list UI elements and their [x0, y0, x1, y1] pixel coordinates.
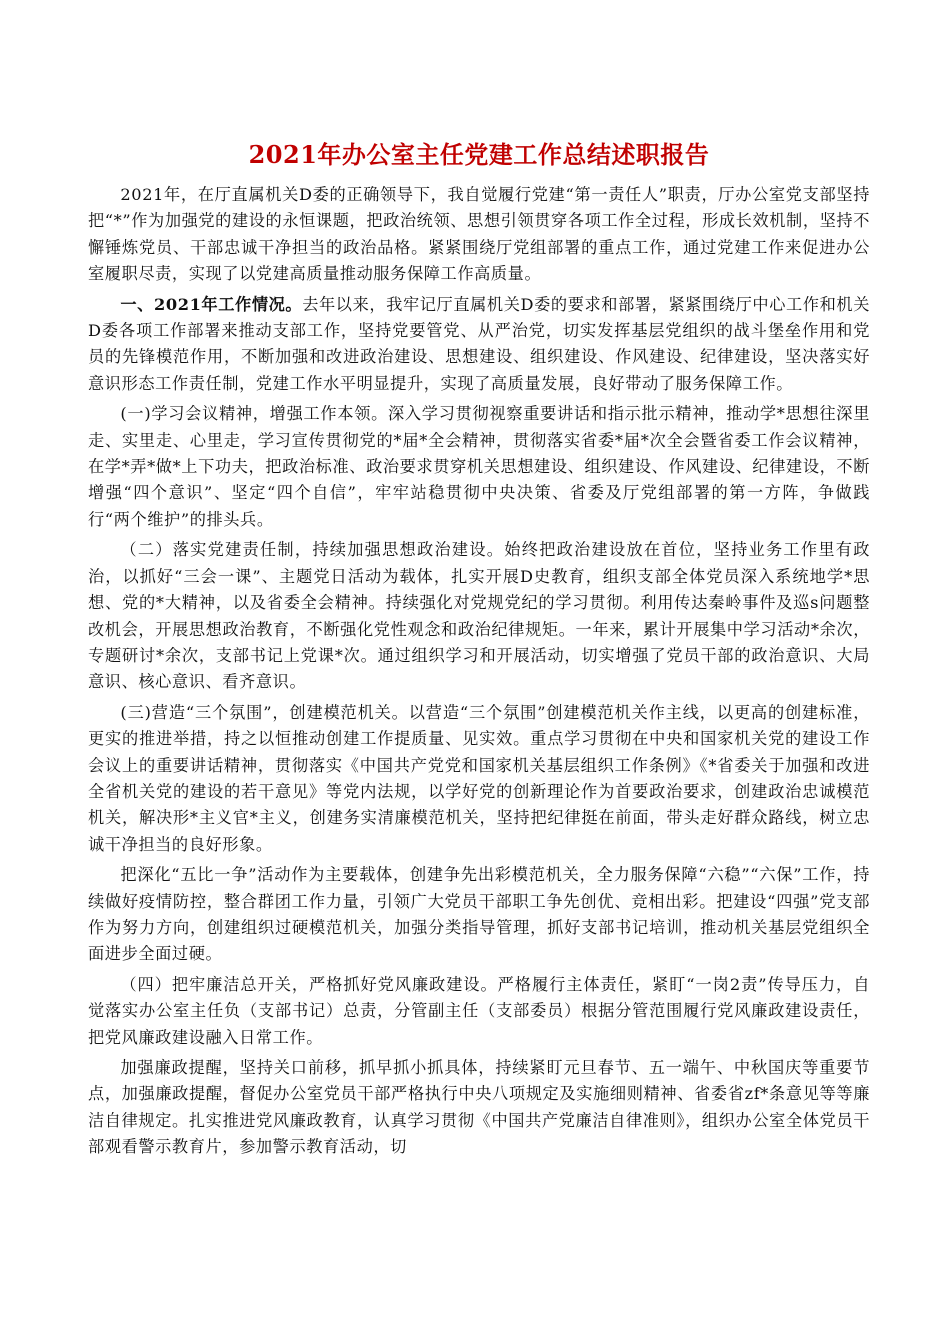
paragraph-item-two — [88, 537, 870, 695]
paragraph-text: 去年以来，我牢记厅直属机关D委的要求和部署，紧紧围绕厅中心工作和机关D委各项工作部署来推动支部工作，坚持党要管党、从严治党，切实发挥基层党组织的战斗堡垒作用和党员的先锋模范作用，不断加强和改进政治建设、思想建设、组织建设、作风建设、纪律建设，坚决落实好意识形态工作责任制，党建工作水平明显提升，实现了高质量发展，良好带动了服务保障工作。 — [88, 294, 870, 393]
paragraph-text: （四）把牢廉洁总开关，严格抓好党风廉政建设。严格履行主体责任，紧盯“一岗2责”传导压力，自觉落实办公室主任负（支部书记）总责，分管副主任（支部委员）根据分管范围履行党风廉政建设责任，把党风廉政建设融入日常工作。 — [88, 974, 870, 1047]
document-title: 2021年办公室主任党建工作总结述职报告 — [248, 140, 710, 169]
paragraph-text: 加强廉政提醒，坚持关口前移，抓早抓小抓具体，持续紧盯元旦春节、五一端午、中秋国庆等重要节点，加强廉政提醒，督促办公室党员干部严格执行中央八项规定及实施细则精神、省委省zf*条意见等等廉洁自律规定。扎实推进党风廉政教育，认真学习贯彻《中国共产党廉洁自律准则》，组织办公室全体党员干部观看警示教育片，参加警示教育活动，切 — [88, 1058, 870, 1157]
paragraph-item-one — [88, 401, 870, 533]
paragraph-intro — [88, 182, 870, 288]
paragraph-text: （二）落实党建责任制，持续加强思想政治建设。始终把政治建设放在首位，坚持业务工作里有政治，以抓好“三会一课”、主题党日活动为载体，扎实开展D史教育，组织支部全体党员深入系统地学*思想、党的*大精神，以及省委全会精神。持续强化对党规党纪的学习贯彻。利用传达秦岭事件及巡s问题整改机会，开展思想政治教育，不断强化党性观念和政治纪律规矩。一年来，累计开展集中学习活动*余次，专题研讨*余次，支部书记上党课*次。通过组织学习和开展活动，切实增强了党员干部的政治意识、大局意识、核心意识、看齐意识。 — [88, 540, 870, 692]
section-heading: 一、2021年工作情况。 — [120, 294, 303, 314]
paragraph-text: (一)学习会议精神，增强工作本领。深入学习贯彻视察重要讲话和指示批示精神，推动学*思想往深里走、实里走、心里走，学习宣传贯彻党的*届*全会精神，贯彻落实省委*届*次全会暨省委工作会议精神，在学*弄*做*上下功夫，把政治标准、政治要求贯穿机关思想建设、组织建设、作风建设、纪律建设，不断增强“四个意识”、坚定“四个自信”，牢牢站稳贯彻中央决策、省委及厅党组部署的第一方阵，争做践行“两个维护”的排头兵。 — [88, 404, 870, 529]
paragraph-item-three-continued — [88, 862, 870, 968]
paragraph-text: 把深化“五比一争”活动作为主要载体，创建争先出彩模范机关，全力服务保障“六稳”“六保”工作，持续做好疫情防控，整合群团工作力量，引领广大党员干部职工争先创优、竞相出彩。把建设“四强”党支部作为努力方向，创建组织过硬模范机关，加强分类指导管理，抓好支部书记培训，推动机关基层党组织全面进步全面过硬。 — [88, 865, 870, 964]
paragraph-item-four — [88, 972, 870, 1051]
paragraph-item-three — [88, 700, 870, 858]
paragraph-text: 2021年，在厅直属机关D委的正确领导下，我自觉履行党建“第一责任人”职责，厅办公室党支部坚持把“*”作为加强党的建设的永恒课题，把政治统领、思想引领贯穿各项工作全过程，形成长效机制，坚持不懈锤炼党员、干部忠诚干净担当的政治品格。紧紧围绕厅党组部署的重点工作，通过党建工作来促进办公室履职尽责，实现了以党建高质量推动服务保障工作高质量。 — [88, 185, 870, 284]
paragraph-section-one — [88, 292, 870, 398]
document-page — [88, 140, 870, 1165]
paragraph-item-four-continued — [88, 1055, 870, 1161]
paragraph-text: (三)营造“三个氛围”，创建模范机关。以营造“三个氛围”创建模范机关作主线，以更高的创建标准，更实的推进举措，持之以恒推动创建工作提质量、见实效。重点学习贯彻在中央和国家机关党的建设工作会议上的重要讲话精神，贯彻落实《中国共产党党和国家机关基层组织工作条例》《*省委关于加强和改进全省机关党的建设的若干意见》等党内法规，以学好党的创新理论作为首要政治要求，创建政治忠诚模范机关，解决形*主义官*主义，创建务实清廉模范机关，坚持把纪律挺在前面，带头走好群众路线，树立忠诚干净担当的良好形象。 — [88, 702, 870, 854]
